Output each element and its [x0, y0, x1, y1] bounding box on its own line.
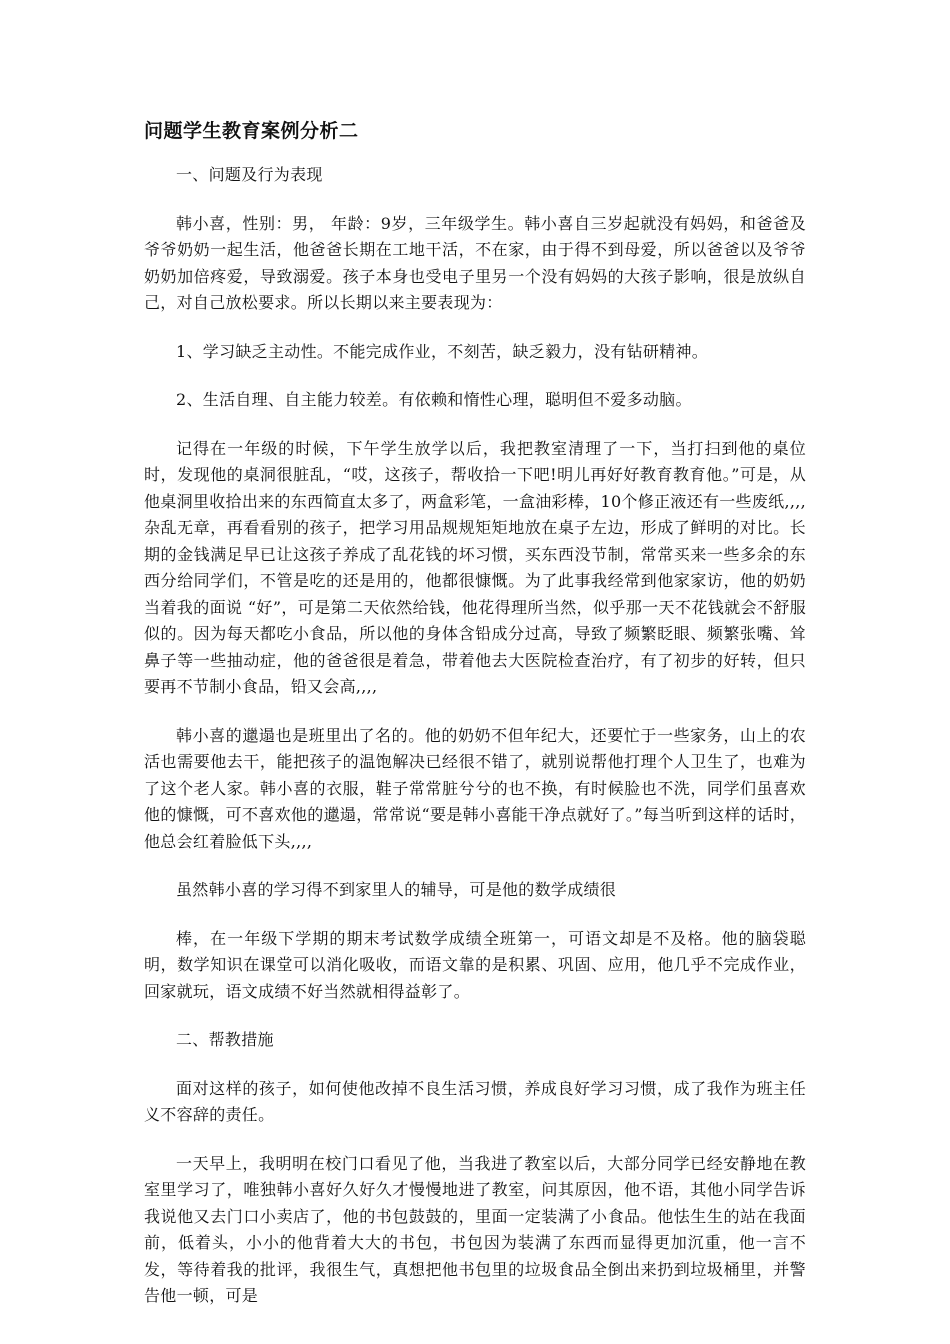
paragraph-behavior-2: 2、生活自理、自主能力较差。有依赖和惰性心理，聪明但不爱多动脑。 — [176, 390, 692, 409]
section-heading-measures: 二、帮教措施 — [176, 1030, 274, 1049]
paragraph-responsibility: 面对这样的孩子，如何使他改掉不良生活习惯，养成良好学习习惯，成了我作为班主任义不容辞的责任。 — [144, 1078, 806, 1124]
paragraph-student-background: 韩小喜，性别：男， 年龄：9岁，三年级学生。韩小喜自三岁起就没有妈妈，和爸爸及爷爷奶奶一起生活，他爸爸长期在工地干活，不在家，由于得不到母爱，所以爸爸以及爷爷奶奶加倍疼爱，导致溺爱。孩子本身也受电子里另一个没有妈妈的大孩子影响，很是放纵自己，对自己放松要求。所以长期以来主要表现为： — [144, 213, 806, 312]
section-heading-problems: 一、问题及行为表现 — [176, 165, 323, 184]
paragraph-behavior-1: 1、学习缺乏主动性。不能完成作业，不刻苦，缺乏毅力，没有钻研精神。 — [176, 341, 709, 361]
paragraph-hygiene: 韩小喜的邋遢也是班里出了名的。他的奶奶不但年纪大，还要忙于一些家务，山上的农活也需要他去干，能把孩子的温饱解决已经很不错了，就别说帮他打理个人卫生了，也难为了这个老人家。韩小喜的衣服，鞋子常常脏兮兮的也不换，有时候脸也不洗，同学们虽喜欢他的慷慨，可不喜欢他的邋遢，常常说“要是韩小喜能干净点就好了。”每当听到这样的话时，他总会红着脸低下头,,,, — [144, 725, 806, 851]
document-body — [144, 162, 806, 1332]
paragraph-grades: 棒，在一年级下学期的期末考试数学成绩全班第一，可语文却是不及格。他的脑袋聪明，数学知识在课堂可以消化吸收，而语文靠的是积累、巩固、应用，他几乎不完成作业，回家就玩，语文成绩不好当然就相得益彰了。 — [144, 928, 806, 1001]
paragraph-math-intro: 虽然韩小喜的学习得不到家里人的辅导，可是他的数学成绩很 — [176, 880, 617, 899]
document-title: 问题学生教育案例分析二 — [144, 120, 359, 142]
paragraph-morning-story: 一天早上，我明明在校门口看见了他，当我进了教室以后，大部分同学已经安静地在教室里学习了，唯独韩小喜好久好久才慢慢地进了教室，问其原因，他不语，其他小同学告诉我说他又去门口小卖店了，他的书包鼓鼓的，里面一定装满了小食品。他怯生生的站在我面前，低着头，小小的他背着大大的书包，书包因为装满了东西而显得更加沉重，他一言不发，等待着我的批评，我很生气，真想把他书包里的垃圾食品全倒出来扔到垃圾桶里，并警告他一顿，可是 — [144, 1153, 806, 1305]
paragraph-desk-story: 记得在一年级的时候，下午学生放学以后，我把教室清理了一下，当打扫到他的桌位时，发现他的桌洞很脏乱，“哎，这孩子，帮收拾一下吧!明儿再好好教育教育他。”可是，从他桌洞里收拾出来的东西简直太多了，两盒彩笔，一盒油彩棒，10个修正液还有一些废纸,,,,杂乱无章，再看看别的孩子，把学习用品规规矩矩地放在桌子左边，形成了鲜明的对比。长期的金钱满足早已让这孩子养成了乱花钱的坏习惯，买东西没节制，常常买来一些多余的东西分给同学们，不管是吃的还是用的，他都很慷慨。为了此事我经常到他家家访，他的奶奶当着我的面说 “好”，可是第二天依然给钱，他花得理所当然，似乎那一天不花钱就会不舒服似的。因为每天都吃小食品，所以他的身体含铅成分过高，导致了频繁眨眼、频繁张嘴、耸鼻子等一些抽动症，他的爸爸很是着急，带着他去大医院检查治疗，有了初步的好转，但只要再不节制小食品，铅又会高,,,, — [144, 438, 806, 696]
